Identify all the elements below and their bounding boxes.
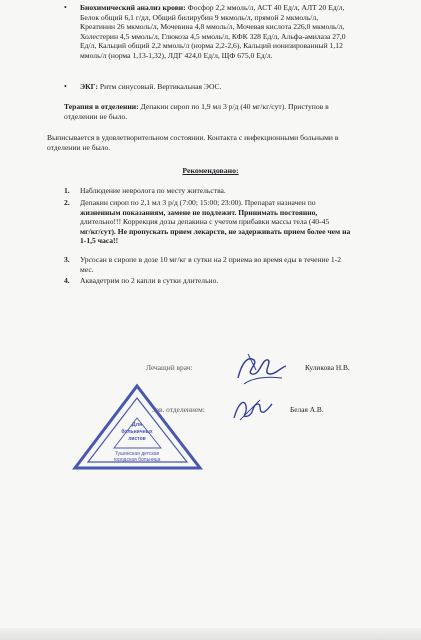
stamp-line-1: Для bbox=[131, 422, 143, 428]
rec-num-4: 4. bbox=[64, 276, 70, 285]
head-label: Зав. отделением: bbox=[152, 405, 205, 414]
lab-line-3: Холестерин 4,5 ммоль/л, Глюкоза 4,5 ммоль/л, КФК 328 Ед/л, Альфа-амилаза 27,0 bbox=[80, 31, 346, 41]
rec-num-2: 2. bbox=[64, 198, 70, 207]
stamp-line-4: Тушинская детская bbox=[114, 451, 160, 457]
stamp-line-5: городская больница bbox=[113, 457, 161, 463]
head-signature-icon bbox=[230, 394, 274, 424]
page-bottom-edge bbox=[0, 628, 421, 640]
rec-item-2: Депакин сироп по 2,1 мл 3 р/д (7:00; 15:00; 23:00). Препарат назначен по жизненным показаниям, замене не подлежит. Принимать постоянно, длительно!!! Коррекция дозы депакина с учетом прибавки массы тела (40-45 мг/кг/сут). Не пропускать прием лекарств, не задерживать прием более чем на 1-1,5 часа!! bbox=[80, 198, 351, 246]
rec-item-4: Аквадетрим по 2 капли в сутки длительно. bbox=[80, 276, 219, 285]
lab-bullet: • bbox=[64, 3, 67, 12]
doctor-label: Лечащий врач: bbox=[146, 363, 193, 372]
ecg-section bbox=[80, 82, 415, 92]
recommendations-title: Рекомендовано: bbox=[182, 166, 239, 175]
lab-line-5: ммоль/л (норма 1,13-1,32), ЛДГ 424,0 Ед/л, ЩФ 675,0 Ед/л. bbox=[80, 50, 273, 60]
ecg-text: Ритм синусовый. Вертикальная ЭОС. bbox=[98, 82, 222, 91]
rec-num-3: 3. bbox=[64, 255, 70, 264]
doctor-name: Куликова Н.В. bbox=[305, 363, 350, 372]
lab-label: Биохимический анализ крови: bbox=[80, 3, 186, 12]
lab-section bbox=[80, 3, 415, 61]
discharge-line-2: отделении не было. bbox=[47, 142, 111, 152]
rec-item-1: Наблюдение невролога по месту жительства. bbox=[80, 186, 226, 195]
discharge-line-1: Выписывается в удовлетворительном состоянии. Контакта с инфекционными больными в bbox=[47, 133, 339, 142]
discharge-section bbox=[47, 133, 417, 152]
doctor-signature-icon bbox=[232, 348, 290, 388]
head-name: Белая А.В. bbox=[290, 405, 324, 414]
ecg-bullet: • bbox=[64, 82, 67, 91]
stamp-line-3: листов bbox=[128, 436, 146, 442]
lab-line-0: Биохимический анализ крови: Фосфор 2,2 ммоль/л, АСТ 40 Ед/л, АЛТ 20 Ед/л, bbox=[80, 3, 345, 12]
rec-item-3: Урсосан в сиропе в дозе 10 мг/кг в сутки на 2 приема во время еды в течение 1-2 мес. bbox=[80, 255, 342, 274]
stamp-line-2: больничных bbox=[121, 429, 153, 435]
ecg-label: ЭКГ: bbox=[80, 82, 99, 91]
therapy-label: Терапия в отделении: bbox=[64, 102, 139, 111]
lab-line-2: Креатинин 26 мкмоль/л, Мочевина 4,8 ммоль/л, Мочевая кислота 226,0 мкмоль/л, bbox=[80, 22, 345, 32]
therapy-text-2: отделении не было. bbox=[64, 111, 128, 121]
rec-num-1: 1. bbox=[64, 186, 70, 195]
lab-line-4: Ед/л, Кальций общий 2,2 ммоль/л (норма 2,2-2,6), Кальций ионизированный 1,12 bbox=[80, 41, 343, 51]
lab-line-1: Белок общий 6,1 г/дл, Общий билирубин 9 мкмоль/л, прямой 2 мкмоль/л, bbox=[80, 12, 319, 22]
therapy-text: Депакин сироп по 1,9 мл 3 р/д (40 мг/кг/сут). Приступов в bbox=[138, 102, 329, 111]
hospital-stamp bbox=[70, 382, 205, 472]
therapy-section bbox=[64, 102, 416, 121]
